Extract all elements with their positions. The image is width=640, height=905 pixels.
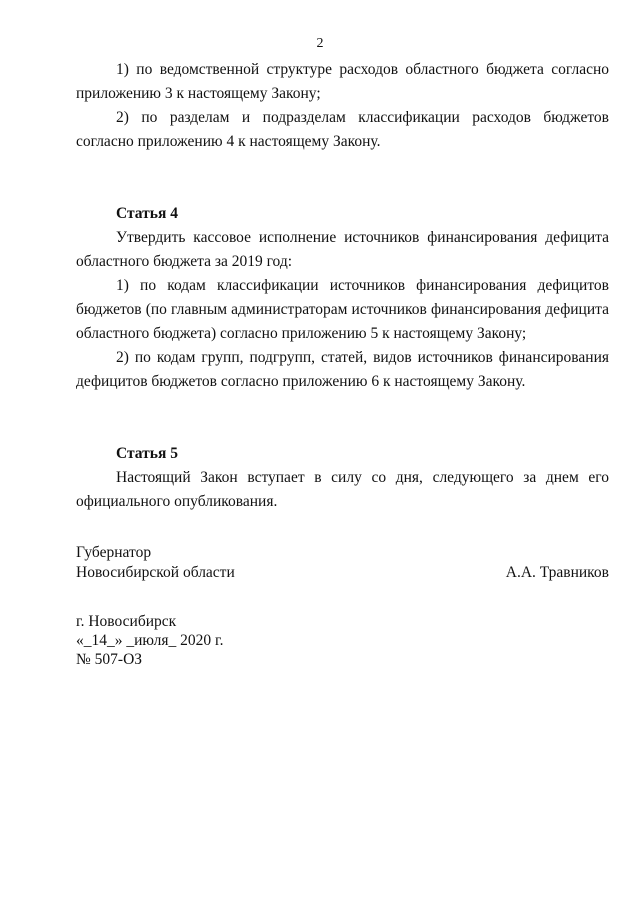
signature-title-line-1: Губернатор <box>76 544 152 561</box>
article-4-heading: Статья 4 <box>116 205 178 222</box>
article-4-item-1: 1) по кодам классификации источников финансирования дефицитов бюджетов (по главным администраторам источников финансирования дефицита областного бюджета) согласно приложению 5 к настоящему Закону; <box>76 277 609 342</box>
spacer <box>76 394 609 418</box>
document-body <box>76 58 609 514</box>
signatory-name: А.А. Травников <box>505 564 609 581</box>
paragraph-expenditure-structure: 1) по ведомственной структуре расходов областного бюджета согласно приложению 3 к настоящему Закону; <box>76 61 609 102</box>
article-4-intro: Утвердить кассовое исполнение источников финансирования дефицита областного бюджета за 2019 год: <box>76 229 609 270</box>
article-5-text: Настоящий Закон вступает в силу со дня, следующего за днем его официального опубликования. <box>76 469 609 510</box>
article-5-heading: Статья 5 <box>116 445 178 462</box>
signature-title-line-2: Новосибирской области <box>76 564 235 581</box>
footer-law-number: № 507-ОЗ <box>76 651 143 668</box>
spacer <box>76 154 609 178</box>
paragraph-sections-classification: 2) по разделам и подразделам классификации расходов бюджетов согласно приложению 4 к настоящему Закону. <box>76 109 609 150</box>
footer-city: г. Новосибирск <box>76 613 177 630</box>
document-footer <box>76 612 223 669</box>
spacer <box>76 178 609 202</box>
spacer <box>76 418 609 442</box>
signature-row <box>76 563 609 583</box>
signature-block <box>76 543 609 583</box>
article-4-item-2: 2) по кодам групп, подгрупп, статей, видов источников финансирования дефицитов бюджетов согласно приложению 6 к настоящему Закону. <box>76 349 609 390</box>
page-number: 2 <box>316 36 324 51</box>
footer-date: «_14_» _июля_ 2020 г. <box>76 632 224 649</box>
